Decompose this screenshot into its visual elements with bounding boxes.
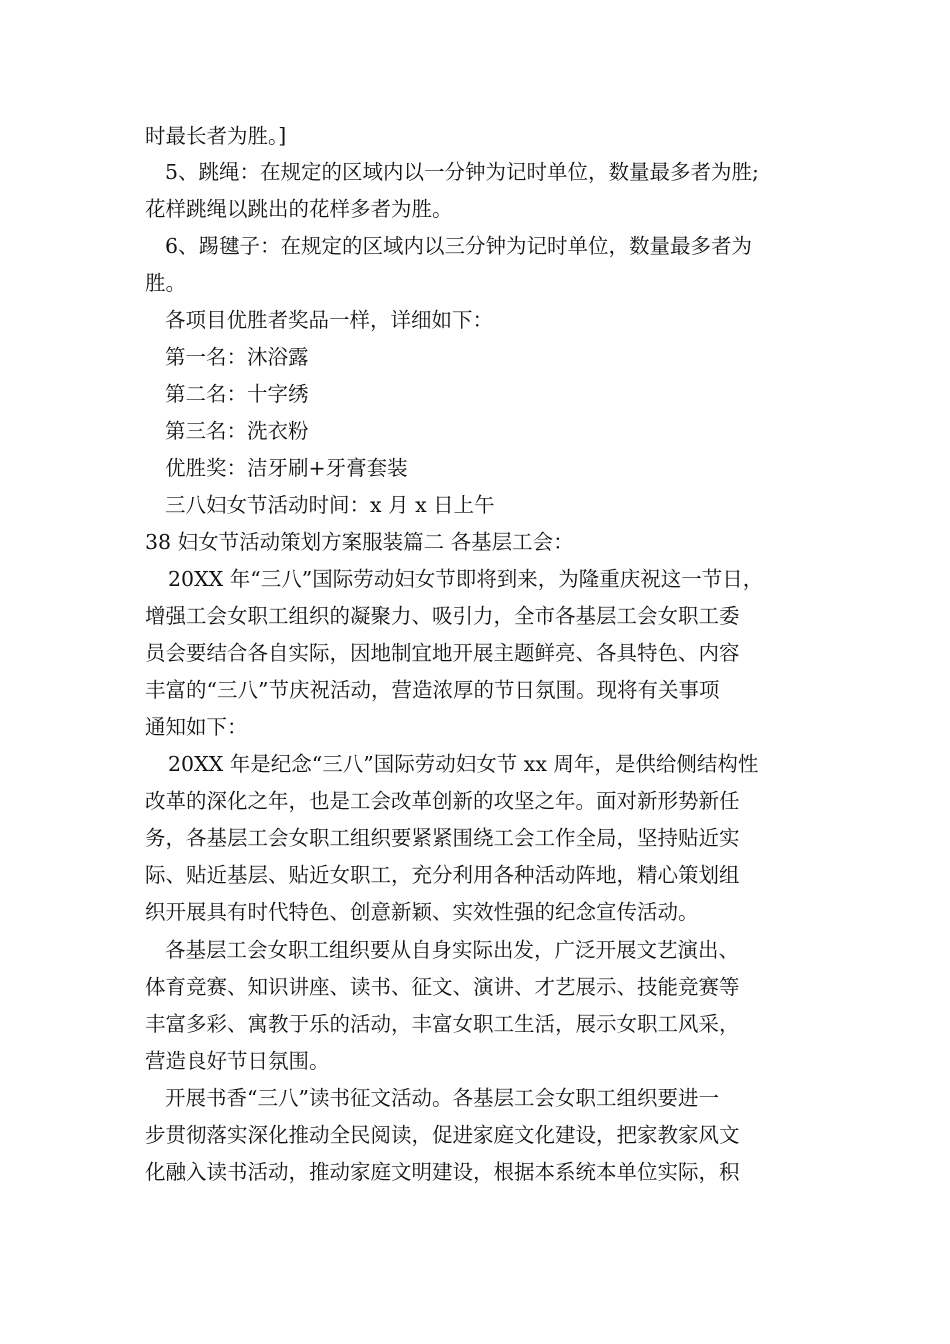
text-line: 20XX 年“三八”国际劳动妇女节即将到来，为隆重庆祝这一节日， — [168, 567, 764, 591]
text-line: 化融入读书活动，推动家庭文明建设，根据本系统本单位实际，积 — [145, 1160, 740, 1184]
text-line: 务，各基层工会女职工组织要紧紧围绕工会工作全局，坚持贴近实 — [145, 826, 740, 850]
text-line: 胜。 — [145, 271, 186, 295]
text-line: 时最长者为胜。] — [145, 124, 287, 148]
text-line: 丰富多彩、寓教于乐的活动，丰富女职工生活，展示女职工风采， — [145, 1012, 740, 1036]
text-line: 丰富的“三八”节庆祝活动，营造浓厚的节日氛围。现将有关事项 — [145, 678, 720, 702]
text-line: 改革的深化之年，也是工会改革创新的攻坚之年。面对新形势新任 — [145, 789, 740, 813]
text-line: 5、跳绳：在规定的区域内以一分钟为记时单位，数量最多者为胜; — [165, 160, 759, 184]
text-line: 三八妇女节活动时间：x 月 x 日上午 — [165, 493, 495, 517]
text-line: 开展书香“三八”读书征文活动。各基层工会女职工组织要进一 — [165, 1086, 719, 1110]
text-line: 20XX 年是纪念“三八”国际劳动妇女节 xx 周年，是供给侧结构性 — [168, 752, 759, 776]
text-line: 各基层工会女职工组织要从自身实际出发，广泛开展文艺演出、 — [165, 938, 739, 962]
text-line: 通知如下： — [145, 715, 248, 739]
text-line: 花样跳绳以跳出的花样多者为胜。 — [145, 197, 453, 221]
text-line: 各项目优胜者奖品一样，详细如下： — [165, 308, 493, 332]
text-line: 第一名：沐浴露 — [165, 345, 309, 369]
text-line: 织开展具有时代特色、创意新颖、实效性强的纪念宣传活动。 — [145, 900, 699, 924]
text-line: 员会要结合各自实际，因地制宜地开展主题鲜亮、各具特色、内容 — [145, 641, 740, 665]
text-line: 第三名：洗衣粉 — [165, 419, 309, 443]
text-line: 优胜奖：洁牙刷+牙膏套装 — [165, 456, 408, 480]
section-heading: 38 妇女节活动策划方案服装篇二 各基层工会： — [145, 530, 574, 554]
text-line: 6、踢毽子：在规定的区域内以三分钟为记时单位，数量最多者为 — [165, 234, 753, 258]
text-line: 增强工会女职工组织的凝聚力、吸引力，全市各基层工会女职工委 — [145, 604, 740, 628]
text-line: 营造良好节日氛围。 — [145, 1049, 330, 1073]
text-line: 体育竞赛、知识讲座、读书、征文、演讲、才艺展示、技能竞赛等 — [145, 975, 740, 999]
text-line: 步贯彻落实深化推动全民阅读，促进家庭文化建设，把家教家风文 — [145, 1123, 740, 1147]
text-line: 际、贴近基层、贴近女职工，充分利用各种活动阵地，精心策划组 — [145, 863, 740, 887]
text-line: 第二名：十字绣 — [165, 382, 309, 406]
